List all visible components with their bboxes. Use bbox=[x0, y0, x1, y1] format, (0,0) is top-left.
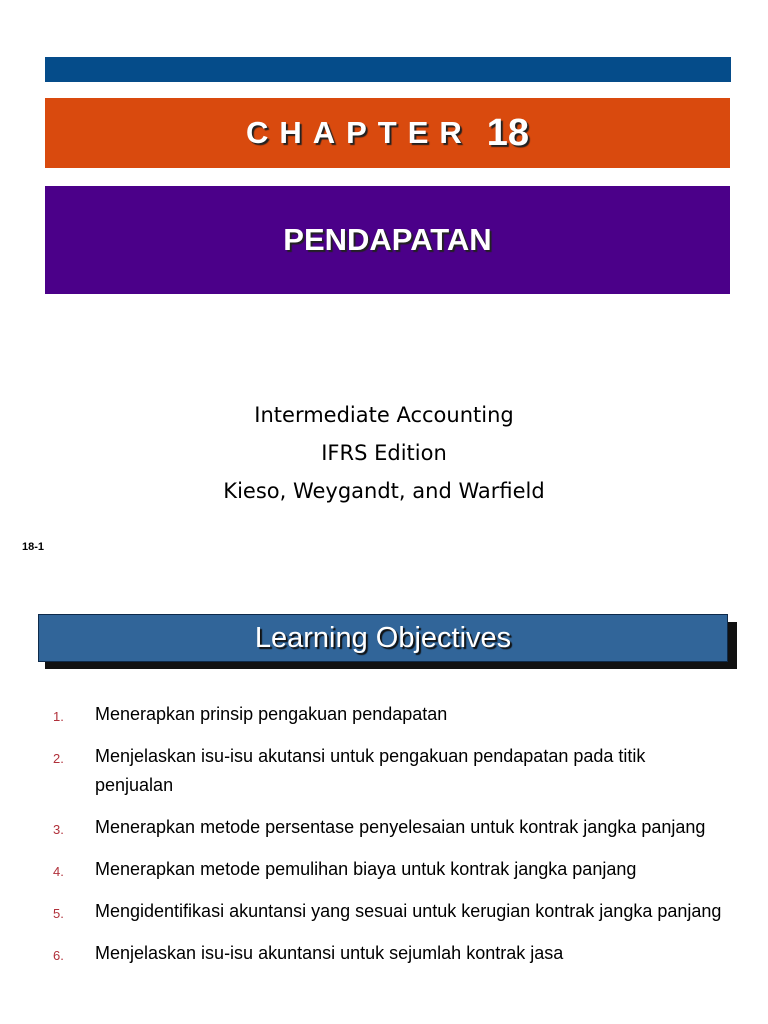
book-authors: Kieso, Weygandt, and Warfield bbox=[223, 479, 545, 503]
item-text: Menjelaskan isu-isu akutansi untuk pengakuan pendapatan pada titik penjualan bbox=[95, 746, 646, 795]
learning-objectives-header bbox=[38, 614, 728, 662]
item-number: 3. bbox=[53, 822, 64, 837]
item-text: Menerapkan metode pemulihan biaya untuk kontrak jangka panjang bbox=[95, 859, 637, 879]
chapter-label: CHAPTER bbox=[245, 115, 473, 150]
item-number: 6. bbox=[53, 948, 64, 963]
item-number: 4. bbox=[53, 864, 64, 879]
item-text: Menerapkan metode persentase penyelesaian untuk kontrak jangka panjang bbox=[95, 817, 706, 837]
list-item bbox=[0, 939, 768, 968]
book-edition: IFRS Edition bbox=[321, 441, 447, 465]
chapter-title-band bbox=[45, 186, 730, 294]
book-info bbox=[0, 396, 768, 510]
top-stripe bbox=[45, 57, 731, 82]
list-item bbox=[0, 855, 768, 884]
header-title: Learning Objectives bbox=[254, 621, 512, 654]
list-item bbox=[0, 742, 768, 800]
chapter-number: 18 bbox=[486, 111, 530, 154]
chapter-band bbox=[45, 98, 730, 168]
list-item bbox=[0, 813, 768, 842]
item-text: Menjelaskan isu-isu akuntansi untuk sejumlah kontrak jasa bbox=[95, 943, 564, 963]
item-number: 2. bbox=[53, 751, 64, 766]
objectives-list bbox=[0, 700, 768, 981]
book-title: Intermediate Accounting bbox=[254, 403, 514, 427]
item-text: Mengidentifikasi akuntansi yang sesuai untuk kerugian kontrak jangka panjang bbox=[95, 901, 722, 921]
learning-objectives-slide bbox=[0, 590, 768, 1024]
list-item bbox=[0, 700, 768, 729]
item-number: 5. bbox=[53, 906, 64, 921]
list-item bbox=[0, 897, 768, 926]
item-number: 1. bbox=[53, 709, 64, 724]
item-text: Menerapkan prinsip pengakuan pendapatan bbox=[95, 704, 448, 724]
chapter-title: PENDAPATAN bbox=[283, 222, 492, 257]
slide-number: 18-1 bbox=[22, 541, 45, 553]
